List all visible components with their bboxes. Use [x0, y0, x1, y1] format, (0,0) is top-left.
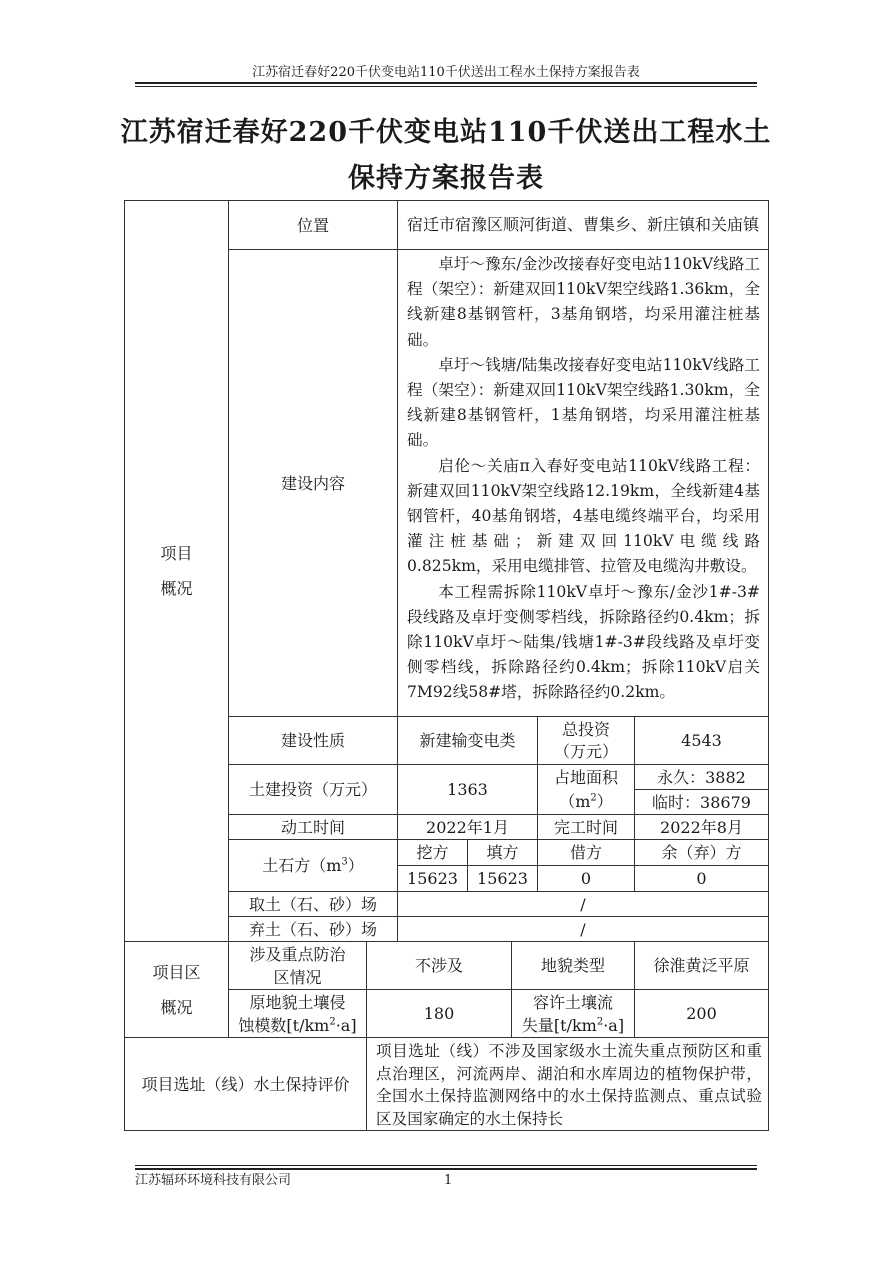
- area-label-1: 占地面积: [553, 767, 618, 787]
- content-value: [398, 250, 769, 717]
- start-value: 2022年1月: [398, 815, 538, 840]
- total-invest-label-2: （万元）: [553, 741, 618, 761]
- earthwork-label: [229, 840, 398, 892]
- erosion-label: [229, 990, 367, 1038]
- content-paragraph-3: 启伦～关庙π入春好变电站110kV线路工程：新建双回110kV架空线路12.19km，全线新建4基钢管杆，40基角钢塔，4基电缆终端平台，均采用灌注桩基础；新建双回110kV电缆线路0.825km，采用电缆排管、拉管及电缆沟井敷设。: [407, 456, 760, 576]
- erosion-label-2-text: 蚀模数[t/km: [238, 1015, 330, 1035]
- report-table: [124, 200, 769, 1131]
- site-eval-value: [367, 1038, 769, 1131]
- area-label-sup: 2: [590, 792, 597, 804]
- area-label-2: [559, 790, 613, 814]
- total-invest-label-1: 总投资: [561, 719, 610, 739]
- earthwork-label-main: 土石方（m: [262, 856, 342, 875]
- nature-label: 建设性质: [229, 717, 398, 765]
- footer-rule-top: [135, 1165, 757, 1166]
- total-invest-label: [538, 717, 635, 765]
- site-eval-label: 项目选址（线）水土保持评价: [124, 1038, 367, 1131]
- footer-rule-bottom: [135, 1168, 757, 1170]
- earthwork-header-fill: 填方: [468, 840, 538, 866]
- erosion-value: 180: [367, 990, 512, 1038]
- civil-invest-label: 土建投资（万元）: [229, 765, 398, 815]
- key-area-value: 不涉及: [367, 942, 512, 990]
- allowable-loss-label-3-text: ·a]: [603, 1015, 625, 1035]
- earthwork-header-cut: 挖方: [398, 840, 468, 866]
- erosion-label-2: [238, 1014, 356, 1037]
- earthwork-label-sup: 3: [341, 856, 348, 868]
- project-overview-label-line1: 项目: [160, 544, 193, 563]
- erosion-label-1: 原地貌土壤侵: [249, 992, 346, 1012]
- title-line-2: 保持方案报告表: [348, 163, 544, 194]
- header-rule-bottom: [135, 86, 757, 87]
- allowable-loss-label-1: 容许土壤流: [532, 992, 613, 1012]
- earthwork-value-borrow: 0: [538, 866, 635, 892]
- earthwork-value-spoil: 0: [635, 866, 769, 892]
- area-label-2-text: （m: [559, 791, 591, 811]
- end-value: 2022年8月: [635, 815, 769, 840]
- area-permanent: 永久：3882: [635, 765, 769, 790]
- running-header: 江苏宿迁春好220千伏变电站110千伏送出工程水土保持方案报告表: [252, 65, 640, 80]
- area-overview-label-line1: 项目区: [152, 962, 201, 982]
- site-eval-text: 项目选址（线）不涉及国家级水土流失重点预防区和重点治理区，河流两岸、湖泊和水库周边的植物保护带，全国水土保持监测网络中的水土保持监测点、重点试验区及国家确定的水土保持长: [376, 1042, 762, 1128]
- project-overview-label-line2: 概况: [160, 579, 193, 598]
- header-rule-top: [135, 82, 757, 84]
- key-area-label-2: 区情况: [273, 967, 322, 987]
- content-paragraph-2: 卓圩～钱塘/陆集改接春好变电站110kV线路工程（架空）：新建双回110kV架空线路1.30km，全线新建8基钢管杆，1基角钢塔，均采用灌注桩基础。: [407, 355, 760, 450]
- end-label: 完工时间: [538, 815, 635, 840]
- total-invest-value: 4543: [635, 717, 769, 765]
- allowable-loss-label: [512, 990, 635, 1038]
- title-line-1: 江苏宿迁春好220千伏变电站110千伏送出工程水土: [120, 117, 772, 148]
- civil-invest-value: 1363: [398, 765, 538, 815]
- nature-value: 新建输变电类: [398, 717, 538, 765]
- location-label: 位置: [229, 200, 398, 250]
- erosion-label-sup: 2: [329, 1016, 336, 1028]
- area-overview-label: [124, 942, 229, 1038]
- spoil-site-value: /: [398, 917, 769, 942]
- content-paragraph-1: 卓圩～豫东/金沙改接春好变电站110kV线路工程（架空）：新建双回110kV架空线路1.36km，全线新建8基钢管杆，3基角钢塔，均采用灌注桩基础。: [407, 255, 760, 349]
- erosion-label-3-text: ·a]: [335, 1015, 357, 1035]
- landform-value: 徐淮黄泛平原: [635, 942, 769, 990]
- area-label: [538, 765, 635, 815]
- earthwork-header-spoil: 余（弃）方: [635, 840, 769, 866]
- allowable-loss-value: 200: [635, 990, 769, 1038]
- landform-label: 地貌类型: [512, 942, 635, 990]
- earthwork-value-fill: 15623: [468, 866, 538, 892]
- area-overview-label-line2: 概况: [160, 997, 193, 1017]
- content-paragraph-4: 本工程需拆除110kV卓圩～豫东/金沙1#-3#段线路及卓圩变侧零档线，拆除路径约0.4km；拆除110kV卓圩～陆集/钱塘1#-3#段线路及卓圩变侧零档线，拆除路径约0.4km；拆除110kV启关7M92线58#塔，拆除路径约0.2km。: [407, 582, 760, 702]
- allowable-loss-label-2-text: 失量[t/km: [521, 1015, 597, 1035]
- key-area-label-1: 涉及重点防治: [249, 944, 346, 964]
- area-temporary: 临时：38679: [635, 790, 769, 815]
- footer-company: 江苏辐环环境科技有限公司: [135, 1173, 292, 1188]
- spoil-site-label: 弃土（石、砂）场: [229, 917, 398, 942]
- allowable-loss-label-2: [522, 1014, 624, 1037]
- project-overview-label: [124, 200, 229, 942]
- earthwork-header-borrow: 借方: [538, 840, 635, 866]
- content-label: 建设内容: [229, 250, 398, 717]
- start-label: 动工时间: [229, 815, 398, 840]
- earthwork-value-cut: 15623: [398, 866, 468, 892]
- earthwork-label-text: [262, 853, 364, 878]
- earthwork-label-end: ）: [347, 856, 364, 875]
- document-title: [100, 110, 792, 202]
- area-label-3-text: ）: [596, 791, 613, 811]
- key-area-label: [229, 942, 367, 990]
- borrow-site-value: /: [398, 892, 769, 917]
- allowable-loss-label-sup: 2: [596, 1016, 604, 1028]
- borrow-site-label: 取土（石、砂）场: [229, 892, 398, 917]
- location-value: 宿迁市宿豫区顺河街道、曹集乡、新庄镇和关庙镇: [398, 200, 769, 250]
- page-number: 1: [444, 1173, 453, 1188]
